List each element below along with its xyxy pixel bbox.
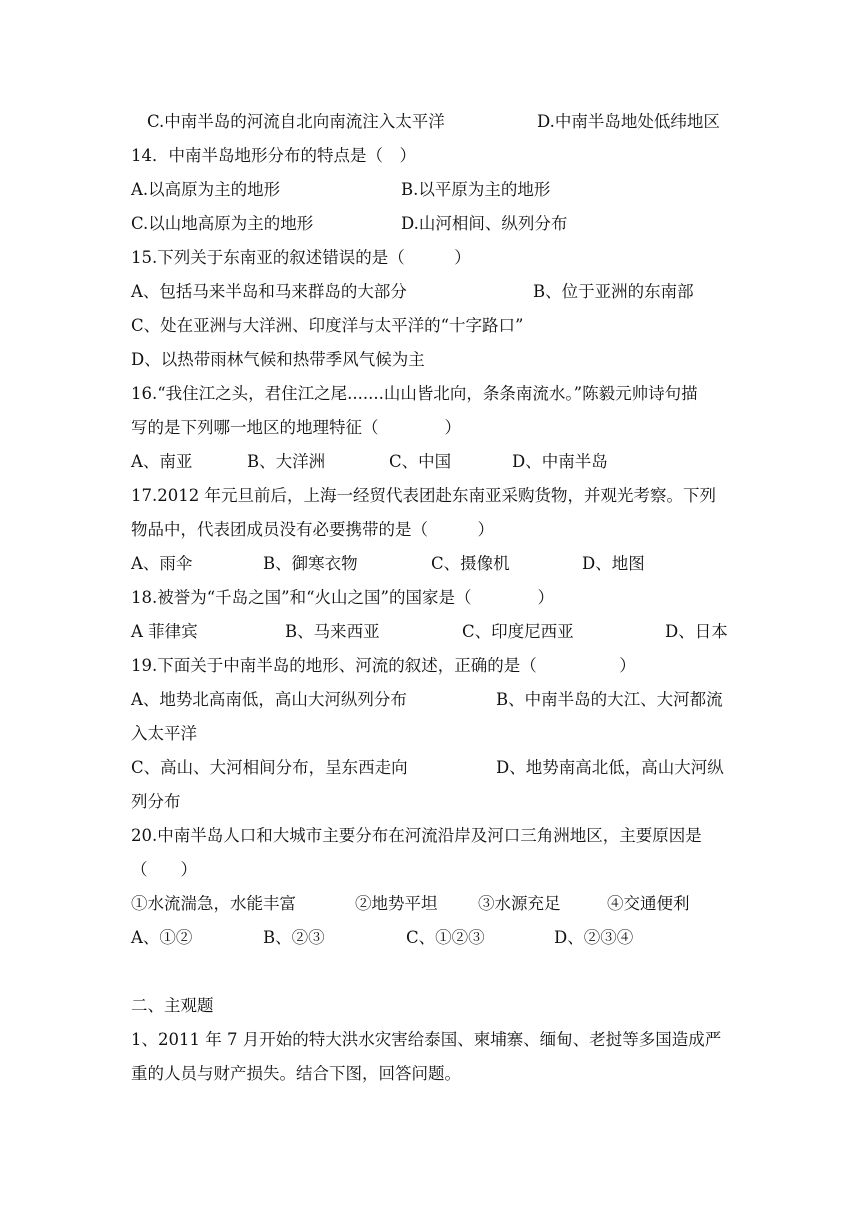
section2-q1-line1: 1、2011 年 7 月开始的特大洪水灾害给泰国、柬埔寨、缅甸、老挝等多国造成严 <box>131 1030 722 1049</box>
q19-option-b-line2: 入太平洋 <box>131 724 197 743</box>
q18-stem: 18.被誉为“千岛之国”和“火山之国”的国家是（ ） <box>131 588 554 607</box>
q14-option-c: C.以山地高原为主的地形 <box>131 214 314 233</box>
q20-item-2: ②地势平坦 <box>355 894 438 913</box>
q14-option-b: B.以平原为主的地形 <box>401 180 551 199</box>
q13-option-c: C.中南半岛的河流自北向南流注入太平洋 <box>147 112 445 131</box>
q15-option-b: B、位于亚洲的东南部 <box>533 282 694 301</box>
q20-option-a: A、①② <box>131 928 193 947</box>
q14-stem: 14．中南半岛地形分布的特点是（ ） <box>131 146 416 165</box>
q19-option-b-line1: B、中南半岛的大江、大河都流 <box>496 690 723 709</box>
q14-option-a: A.以高原为主的地形 <box>131 180 281 199</box>
q15-option-d: D、以热带雨林气候和热带季风气候为主 <box>131 350 425 369</box>
q20-option-c: C、①②③ <box>406 928 485 947</box>
q18-option-a: A 菲律宾 <box>131 622 198 641</box>
q19-option-a: A、地势北高南低，高山大河纵列分布 <box>131 690 407 709</box>
q20-option-b: B、②③ <box>263 928 325 947</box>
q16-option-c: C、中国 <box>389 452 452 471</box>
q20-stem-line1: 20.中南半岛人口和大城市主要分布在河流沿岸及河口三角洲地区，主要原因是 <box>131 826 702 845</box>
q19-option-c: C、高山、大河相间分布，呈东西走向 <box>131 758 408 777</box>
q18-option-b: B、马来西亚 <box>285 622 380 641</box>
q17-option-d: D、地图 <box>582 554 645 573</box>
q17-option-b: B、御寒衣物 <box>263 554 358 573</box>
q19-stem: 19.下面关于中南半岛的地形、河流的叙述，正确的是（ ） <box>131 656 636 675</box>
q16-stem-line2: 写的是下列哪一地区的地理特征（ ） <box>131 418 461 437</box>
q20-option-d: D、②③④ <box>554 928 634 947</box>
q15-option-a: A、包括马来半岛和马来群岛的大部分 <box>131 282 407 301</box>
q20-stem-line2: （ ） <box>131 860 197 879</box>
q15-option-c: C、处在亚洲与大洋洲、印度洋与太平洋的“十字路口” <box>131 316 524 335</box>
section2-heading: 二、主观题 <box>131 996 214 1015</box>
q20-item-4: ④交通便利 <box>607 894 690 913</box>
q16-stem-line1: 16.“我住江之头，君住江之尾.......山山皆北向，条条南流水。”陈毅元帅诗句描 <box>131 384 698 403</box>
q16-option-b: B、大洋洲 <box>247 452 326 471</box>
q19-option-d-line2: 列分布 <box>131 792 181 811</box>
q17-option-a: A、雨伞 <box>131 554 193 573</box>
q17-option-c: C、摄像机 <box>431 554 510 573</box>
q15-stem: 15.下列关于东南亚的叙述错误的是（ ） <box>131 248 471 267</box>
q18-option-c: C、印度尼西亚 <box>462 622 574 641</box>
q14-option-d: D.山河相间、纵列分布 <box>401 214 568 233</box>
section2-q1-line2: 重的人员与财产损失。结合下图，回答问题。 <box>131 1064 461 1083</box>
q19-option-d-line1: D、地势南高北低，高山大河纵 <box>496 758 724 777</box>
q17-stem-line1: 17.2012 年元旦前后，上海一经贸代表团赴东南亚采购货物，并观光考察。下列 <box>131 486 716 505</box>
q20-item-1: ①水流湍急，水能丰富 <box>131 894 296 913</box>
q16-option-a: A、南亚 <box>131 452 193 471</box>
q16-option-d: D、中南半岛 <box>512 452 608 471</box>
q20-item-3: ③水源充足 <box>478 894 561 913</box>
q18-option-d: D、日本 <box>665 622 728 641</box>
q13-option-d: D.中南半岛地处低纬地区 <box>537 112 720 131</box>
q17-stem-line2: 物品中，代表团成员没有必要携带的是（ ） <box>131 520 494 539</box>
